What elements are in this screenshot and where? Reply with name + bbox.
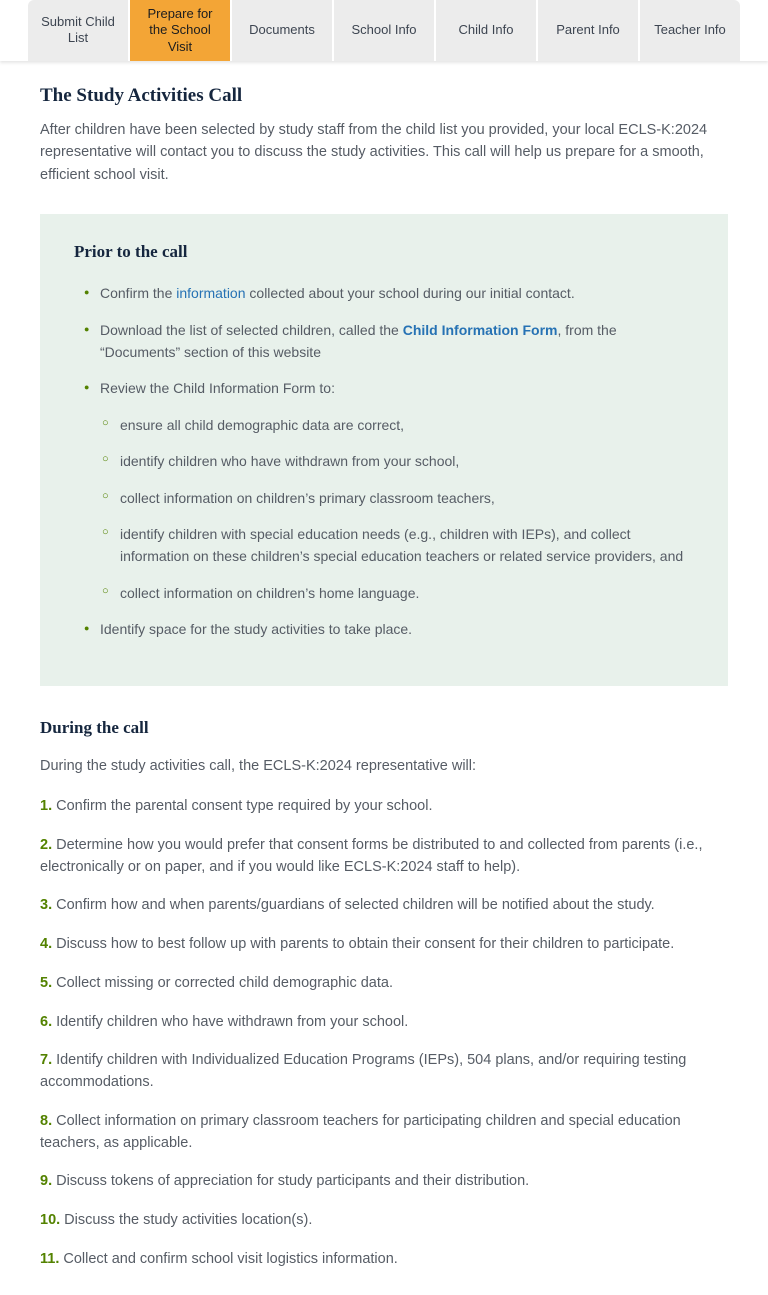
item-text: Confirm how and when parents/guardians of selected children will be notified about the study. [56, 897, 655, 914]
child-information-form-link[interactable]: Child Information Form [402, 321, 558, 338]
information-link[interactable]: information [176, 285, 246, 302]
bullet-text: collected about your school during our initial contact. [245, 285, 575, 302]
during-heading: During the call [40, 718, 149, 738]
bullet-text: Identify space for the study activities to take place. [100, 621, 413, 638]
sub-list-item: ○ collect information on children’s primary classroom teachers, [120, 487, 694, 509]
item-text: Identify children who have withdrawn from your school. [56, 1013, 409, 1030]
list-item [100, 618, 694, 640]
prior-to-call-box [40, 214, 728, 686]
bullet-text: , from the “Documents” section of this website [100, 321, 617, 360]
list-item [100, 282, 694, 304]
prior-bullet-list [74, 282, 694, 640]
item-text: Discuss tokens of appreciation for study participants and their distribution. [56, 1173, 530, 1190]
bullet-text: Download the list of selected children, called the [100, 321, 403, 338]
item-text: Discuss how to best follow up with parents to obtain their consent for their children to participate. [56, 936, 675, 953]
prior-heading: Prior to the call [74, 242, 188, 262]
main-content [0, 61, 768, 1295]
tab-submit-child-list[interactable]: Submit Child List [28, 0, 128, 61]
tab-documents[interactable]: Documents [230, 0, 332, 61]
during-call-section [40, 718, 728, 1270]
tab-parent-info[interactable]: Parent Info [536, 0, 638, 61]
item-number: 11. [40, 1250, 60, 1267]
item-number: 6. [40, 1013, 53, 1030]
tab-teacher-info[interactable]: Teacher Info [638, 0, 740, 61]
item-text: Confirm the parental consent type required by your school. [56, 798, 433, 815]
sub-list-item: ○ collect information on children’s home language. [120, 582, 694, 604]
numbered-item [40, 973, 728, 995]
list-item [100, 377, 694, 604]
tab-bar [0, 0, 768, 61]
numbered-item [40, 796, 728, 818]
item-number: 8. [40, 1112, 53, 1129]
numbered-item [40, 934, 728, 956]
during-intro: During the study activities call, the ECLS-K:2024 representative will: [40, 758, 477, 775]
review-sub-list [100, 414, 694, 604]
tab-child-info[interactable]: Child Info [434, 0, 536, 61]
item-text: Discuss the study activities location(s). [64, 1212, 313, 1229]
bullet-text: Review the Child Information Form to: [100, 380, 335, 397]
numbered-item [40, 1210, 728, 1232]
numbered-item [40, 1111, 728, 1155]
item-text: Collect information on primary classroom teachers for participating children and special education teachers, as applicable. [40, 1112, 681, 1151]
sub-list-item: ○ identify children with special education needs (e.g., children with IEPs), and collect information on these children’s special education teachers or related service providers, and [120, 523, 694, 568]
list-item [100, 319, 694, 364]
intro-paragraph: After children have been selected by study staff from the child list you provided, your local ECLS-K:2024 representative will contact you to discuss the study activities. This call will help us prepare for a smooth, efficient school visit. [40, 121, 708, 183]
item-number: 1. [40, 798, 53, 815]
sub-list-item: ○ ensure all child demographic data are correct, [120, 414, 694, 436]
item-text: Collect missing or corrected child demographic data. [56, 974, 393, 991]
bullet-text: Confirm the [100, 285, 177, 302]
item-number: 9. [40, 1173, 53, 1190]
sub-list-item: ○ identify children who have withdrawn from your school, [120, 450, 694, 472]
tab-school-info[interactable]: School Info [332, 0, 434, 61]
item-text: Collect and confirm school visit logistics information. [63, 1250, 398, 1267]
item-number: 7. [40, 1052, 53, 1069]
tab-prepare-school-visit[interactable]: Prepare for the School Visit [128, 0, 230, 61]
numbered-item [40, 1249, 728, 1271]
item-text: Identify children with Individualized Education Programs (IEPs), 504 plans, and/or requiring testing accommodations. [40, 1052, 687, 1091]
item-number: 10. [40, 1212, 61, 1229]
item-text: Determine how you would prefer that consent forms be distributed to and collected from parents (i.e., electronically or on paper, and if you would like ECLS-K:2024 staff to help). [40, 836, 703, 875]
numbered-item [40, 1050, 728, 1094]
page-title: The Study Activities Call [40, 84, 243, 106]
numbered-item [40, 1012, 728, 1034]
item-number: 3. [40, 897, 53, 914]
item-number: 4. [40, 936, 53, 953]
numbered-item [40, 1171, 728, 1193]
during-numbered-list [40, 796, 728, 1271]
item-number: 5. [40, 974, 53, 991]
numbered-item [40, 835, 728, 879]
numbered-item [40, 895, 728, 917]
item-number: 2. [40, 836, 53, 853]
